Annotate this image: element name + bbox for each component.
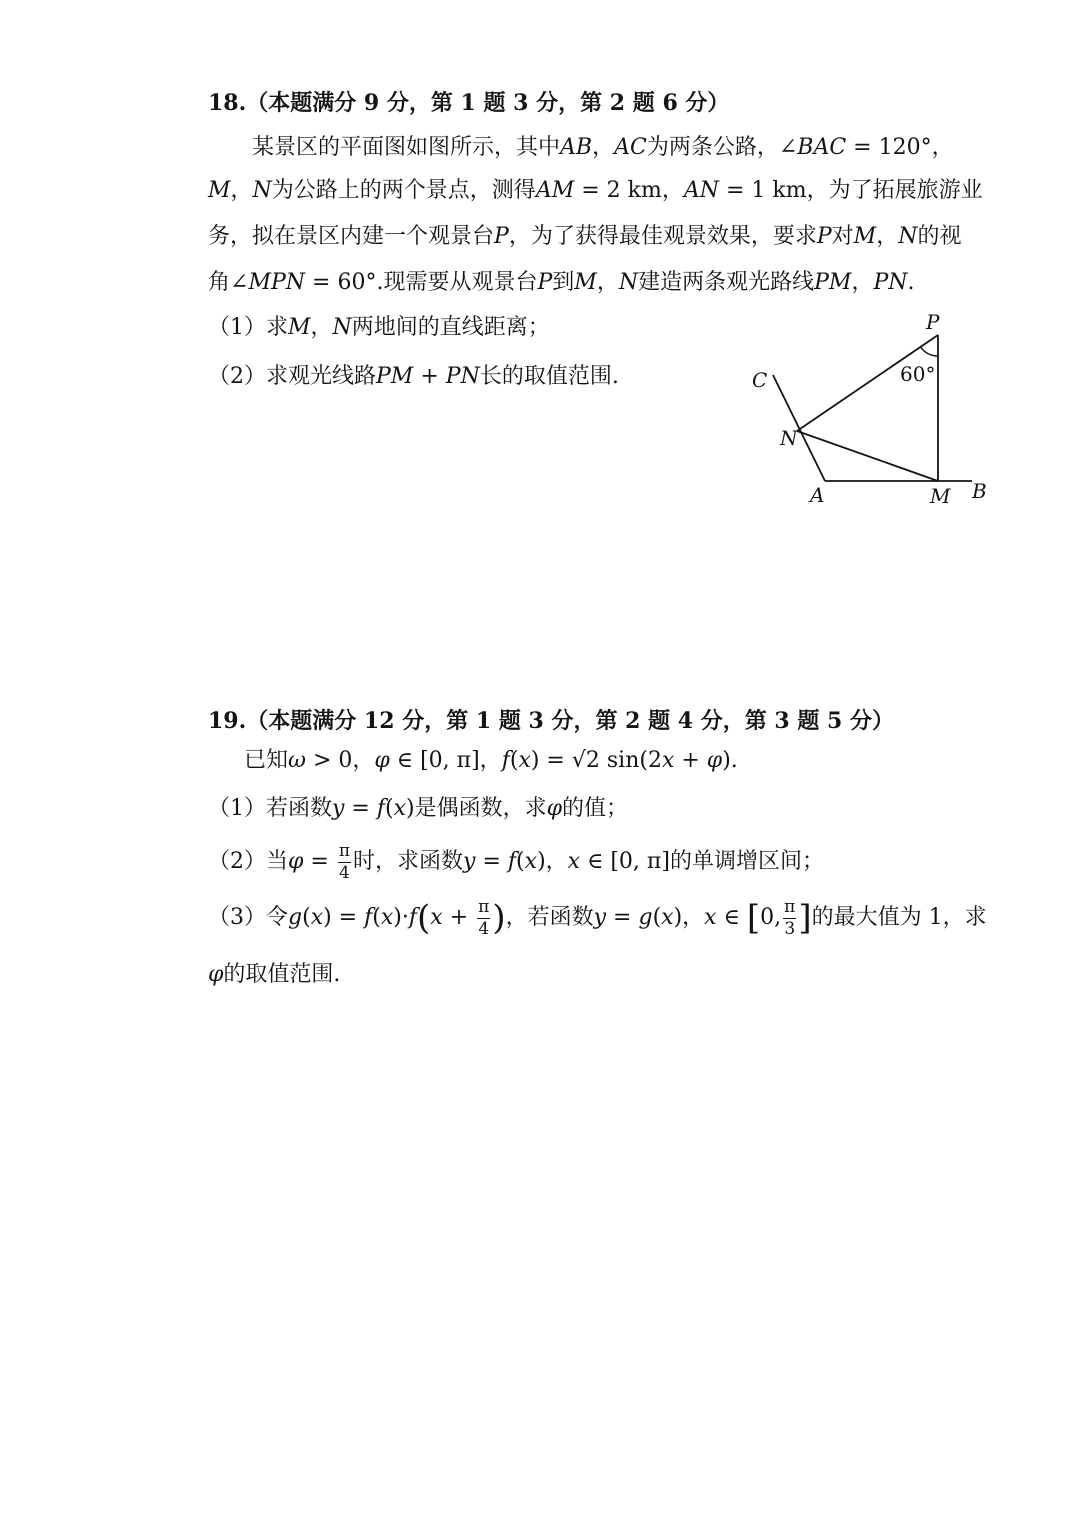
- q19-subquestion-2: （2）当φ = $\frac{\pi}{4}$ 时，求函数y = f(x)，x ∈ [0, π]的单调增区间；: [208, 840, 824, 883]
- label-p: P: [926, 310, 940, 334]
- q18-paragraph-line-3: 务，拟在景区内建一个观景台P，为了获得最佳观景效果，要求P对M，N的视: [208, 224, 962, 249]
- q18-paragraph-line-2: M，N为公路上的两个景点，测得AM = 2 km，AN = 1 km，为了拓展旅游业: [208, 178, 983, 203]
- angle-label: 60°: [900, 362, 936, 386]
- q18-paragraph-line-1: 某景区的平面图如图所示，其中AB，AC为两条公路，∠BAC = 120°，: [252, 135, 954, 160]
- q19-heading: 19.（本题满分 12 分，第 1 题 3 分，第 2 题 4 分，第 3 题 5 分）: [208, 708, 894, 734]
- q19-subquestion-3: （3）令g(x) = f(x)·f(x + $\frac{\pi}{4}$ )，若函数y = g(x)，x ∈ [0, $\frac{\pi}{3}$ ]的最大值为 1，求: [208, 896, 987, 939]
- label-b: B: [972, 479, 987, 503]
- q19-subquestion-1: （1）若函数y = f(x)是偶函数，求φ的值；: [208, 796, 629, 821]
- fraction-pi-over-4-b: $\frac{\pi}{4}$: [478, 896, 490, 939]
- label-a: A: [810, 483, 825, 507]
- q19-subquestion-3-continued: φ的取值范围.: [208, 962, 341, 987]
- angle-arc: [921, 347, 938, 356]
- geometry-figure: [740, 305, 1000, 515]
- q18-heading: 18.（本题满分 9 分，第 1 题 3 分，第 2 题 6 分）: [208, 90, 730, 116]
- label-n: N: [780, 426, 798, 450]
- fraction-pi-over-4: $\frac{\pi}{4}$: [338, 840, 351, 883]
- label-m: M: [930, 484, 951, 508]
- q18-subquestion-1: （1）求M，N两地间的直线距离；: [208, 315, 550, 340]
- q19-given: 已知ω > 0，φ ∈ [0, π]，f(x) = √2 sin(2x + φ).: [244, 748, 738, 773]
- q18-subquestion-2: （2）求观光线路PM + PN长的取值范围.: [208, 364, 619, 389]
- fraction-pi-over-3: $\frac{\pi}{3}$: [784, 896, 796, 939]
- q18-paragraph-line-4: 角∠MPN = 60°.现需要从观景台P到M，N建造两条观光路线PM，PN.: [208, 270, 915, 295]
- label-c: C: [752, 368, 768, 392]
- segment-mn-line: [797, 431, 938, 481]
